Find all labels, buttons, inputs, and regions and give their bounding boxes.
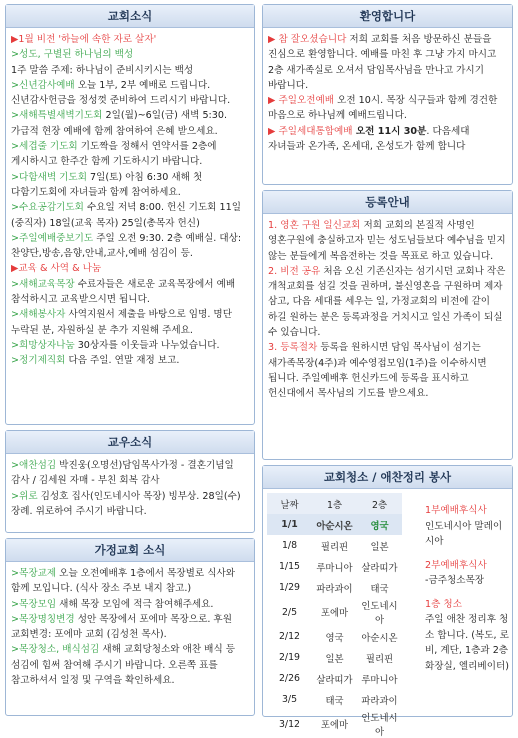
bullet-icon: >	[11, 644, 20, 656]
service-table-cell: 1/8	[281, 540, 298, 551]
church-news-item-label: 주일예배중보기도	[19, 232, 94, 244]
arrow-bullet-icon: >	[11, 171, 20, 183]
church-news-item-text: 오늘 1부, 2부 예배로 드립니다. 신년감사헌금을 정성껏 준비하여 드리시기 바랍니다.	[11, 79, 231, 107]
home-church-news-item-text: 성안 목장에서 포에마 목장으로. 후원 교회변경: 포에마 교회 (김성천 목사).	[11, 613, 232, 641]
church-news-panel	[5, 4, 255, 425]
arrow-bullet-icon: >	[11, 202, 20, 214]
church-news-item-label: 수요공감기도회	[19, 202, 84, 214]
church-news-item	[11, 231, 249, 262]
service-table-row	[267, 556, 402, 577]
home-church-news-item-label: 목장모임	[19, 598, 57, 610]
welcome-item-label: 참 잘오셨습니다	[278, 34, 347, 45]
arrow-bullet-icon: >	[11, 49, 20, 61]
home-church-news-title: 가정교회 소식	[6, 539, 254, 562]
welcome-panel	[262, 4, 513, 185]
registration-item	[268, 264, 507, 340]
arrow-bullet-icon: >	[11, 79, 20, 91]
service-table-header-cell: 1층	[312, 493, 357, 514]
service-table-row	[267, 689, 402, 710]
arrow-bullet-icon: >	[11, 309, 20, 321]
member-news-item-text: 김성호 집사(인도네시아 목장) 빙부상. 28일(수) 장례. 위로하여 주시기 바랍니다.	[11, 490, 241, 517]
church-news-item-text: 1주 말씀 주제: 하나님이 준비시키시는 백성	[11, 64, 194, 76]
service-table-cell: 태국	[370, 583, 389, 595]
home-church-news-item-label: 목장명칭변경	[19, 613, 75, 625]
home-church-news-item	[11, 612, 249, 643]
service-notes	[425, 503, 509, 682]
bullet-icon: >	[11, 460, 20, 471]
registration-title: 등록안내	[263, 191, 512, 214]
service-table-cell: 인도네시아	[361, 713, 398, 738]
service-note-label: 2부예배후식사	[425, 559, 487, 571]
service-table-row	[267, 577, 402, 598]
service-table-header-cell: 날짜	[267, 493, 312, 514]
church-news-item	[11, 47, 249, 62]
welcome-item-label: 주일오전예배	[278, 95, 335, 107]
home-church-news-item-text: 새해 목장 모임에 적극 참여해주세요.	[56, 598, 214, 610]
service-table-row	[267, 668, 402, 689]
registration-item-text: 등록을 원하시면 담임 목사님이 섬기는 새가족목장(4주)과 예수영접모임(1주)을 이수하시면 됩니다. 주일예배후 헌신카드에 등록을 표시하고 헌신대에서 목사님의 기도를 받으세요.	[268, 342, 487, 400]
service-note	[425, 558, 509, 589]
bullet-icon: >	[11, 568, 20, 579]
member-news-body	[6, 454, 254, 523]
home-church-news-item-label: 목장교제	[19, 568, 57, 579]
service-note-label: 1부예배후식사	[425, 505, 487, 516]
registration-item-text: 저희 교회의 본질적 사명인 영혼구원에 충실하고자 믿는 성도님들보다 예수님을 믿지 않는 분들에게 복음전하는 것을 목표로 하고 있습니다.	[268, 220, 506, 262]
bullet-icon: >	[11, 598, 20, 610]
church-news-item	[11, 338, 249, 353]
home-church-news-item	[11, 642, 249, 688]
home-church-news-item	[11, 566, 249, 597]
service-table-row	[267, 598, 402, 626]
member-news-title: 교우소식	[6, 431, 254, 454]
church-news-title: 교회소식	[6, 5, 254, 28]
right-column	[262, 4, 513, 738]
service-table-cell: 일본	[370, 541, 389, 553]
service-table-cell: 파라과이	[361, 695, 398, 707]
welcome-item-text: 저희 교회를 처음 방문하신 분들을 진심으로 환영합니다. 예배를 마친 후 그냥 가지 마시고 2층 새가족실로 오셔서 담임목사님을 만나고 가시기 바랍니다.	[268, 34, 497, 91]
service-table-cell: 태국	[325, 695, 344, 707]
service-note-text: 주일 애찬 정리후 청소 합니다. (복도, 로비, 계단, 1층과 2층 화장실, 엘리베이터)	[425, 614, 509, 672]
bullet-icon: ▶	[268, 34, 279, 45]
arrow-bullet-icon: >	[11, 339, 20, 351]
church-news-item	[11, 78, 249, 109]
church-news-item-text: 30상자를 이웃들과 나누었습니다.	[74, 339, 220, 351]
service-table-row	[267, 535, 402, 556]
welcome-body	[263, 28, 512, 158]
church-news-item	[11, 108, 249, 139]
service-table-cell: 일본	[325, 653, 344, 665]
church-news-item	[11, 261, 249, 276]
service-table-cell: 1/1	[267, 514, 312, 535]
member-news-item-label: 애찬섬김	[19, 460, 57, 471]
bullet-icon: ▶	[268, 95, 279, 107]
church-news-item-label: 성도, 구별된 하나님의 백성	[19, 49, 134, 61]
service-table-cell: 2/26	[278, 673, 301, 684]
service-table-row	[267, 647, 402, 668]
service-table-row	[267, 710, 402, 738]
member-news-item-text: 박진웅(오명선)담임목사가정 - 결혼기념일 감사 / 김세원 자매 - 부친 회복 감사	[11, 460, 234, 487]
church-news-item-text: 2일(월)~6일(금) 새벽 5:30. 가급적 현장 예배에 함께 참여하여 은혜 받으세요.	[11, 110, 228, 137]
member-news-panel	[5, 430, 255, 533]
home-church-news-item	[11, 597, 249, 612]
member-news-item	[11, 489, 249, 520]
home-church-news-item-label: 목장청소, 배식섬김	[19, 644, 100, 656]
church-news-body	[6, 28, 254, 373]
service-note-text: -금주청소목장	[425, 575, 485, 586]
church-news-item-text: 수요일 저녁 8:00. 헌신 기도회 11일(중직자) 18일(교육 목자) 25일(총목자 헌신)	[11, 202, 241, 229]
service-table-cell: 인도네시아	[361, 601, 398, 626]
service-table-cell: 영국	[357, 514, 402, 535]
service-table-cell: 3/12	[278, 718, 301, 730]
welcome-item	[268, 32, 507, 93]
church-news-item-label: 신년감사예배	[19, 79, 75, 91]
church-news-item-text: 수료자들은 새로운 교육목장에서 예배 참석하시고 교육받으시면 됩니다.	[11, 278, 236, 306]
church-news-item-text: 기도짝을 정해서 연약서를 2층에 게시하시고 한주간 함께 기도하시기 바랍니다.	[11, 141, 217, 168]
registration-item	[268, 340, 507, 401]
service-note-label: 1층 청소	[425, 598, 462, 610]
church-news-item-label: 새해봉사자	[19, 309, 66, 321]
service-table-cell: 루마니아	[316, 562, 353, 574]
service-table-cell: 필리핀	[365, 653, 394, 665]
service-title: 교회청소 / 애찬정리 봉사	[263, 466, 512, 489]
service-table-cell: 필리핀	[320, 541, 349, 553]
home-church-news-item-text: 오늘 오전예배후 1층에서 목장별로 식사와 함께 모입니다. (식사 장소 주보 내지 참고.)	[11, 568, 236, 595]
service-content	[263, 493, 512, 738]
bullet-icon: >	[11, 613, 20, 625]
service-table-cell: 파라과이	[316, 583, 353, 595]
registration-item-label: 1. 영혼 구원 일신교회	[268, 220, 361, 231]
service-table-cell: 아순시온	[312, 514, 357, 535]
service-table-cell: 3/5	[281, 694, 298, 705]
home-church-news-item-text: 새해 교회당청소와 애찬 배식 등 섬김에 힘써 참여해 주시기 바랍니다. 오른쪽 표를 참고하셔서 일정 및 구역을 확인하세요.	[11, 644, 236, 687]
church-news-item-label: 세겹줄 기도회	[19, 141, 78, 153]
service-table	[267, 493, 402, 738]
service-table-cell: 영국	[325, 632, 344, 644]
welcome-item	[268, 93, 507, 124]
triangle-bullet-icon: ▶	[11, 263, 19, 275]
service-table-cell: 2/5	[281, 606, 298, 618]
service-table-cell: 루마니아	[361, 674, 398, 686]
home-church-news-panel	[5, 538, 255, 716]
church-news-item	[11, 200, 249, 231]
church-news-item	[11, 170, 249, 201]
church-news-item	[11, 277, 249, 308]
triangle-bullet-icon: ▶	[11, 34, 19, 45]
church-news-item-label: 교육 & 사역 & 나눔	[18, 263, 102, 275]
service-table-cell: 1/15	[278, 561, 301, 572]
arrow-bullet-icon: >	[11, 278, 20, 290]
church-news-item-text: 7일(토) 아침 6:30 새해 첫 다함기도회에 자녀들과 함께 참여하세요.	[11, 171, 203, 198]
church-news-item-label: 새해특별새벽기도회	[19, 110, 103, 122]
arrow-bullet-icon: >	[11, 141, 20, 153]
arrow-bullet-icon: >	[11, 110, 20, 122]
service-table-cell: 2/12	[278, 631, 301, 642]
registration-item	[268, 218, 507, 264]
church-news-item-text: 다음 주일. 연말 재정 보고.	[65, 355, 180, 367]
service-table-row	[267, 626, 402, 647]
registration-item-label: 3. 등록절차	[268, 342, 318, 354]
arrow-bullet-icon: >	[11, 355, 20, 367]
member-news-item-label: 위로	[19, 490, 38, 502]
church-news-item-label: 새해교육목장	[19, 278, 75, 290]
home-church-news-body	[6, 562, 254, 692]
bullet-icon: ▶	[268, 125, 279, 137]
church-news-item-text: 주일 오전 9:30. 2층 예배실. 대상: 찬양단,방송,음향,안내,교사,예배 섬김이 등.	[11, 232, 242, 260]
service-table-cell: 1/29	[278, 582, 301, 593]
church-news-item	[11, 139, 249, 170]
welcome-item	[268, 124, 507, 155]
registration-item-label: 2. 비전 공유	[268, 265, 321, 277]
service-table-cell: 포에마	[320, 608, 349, 619]
service-table-row	[267, 514, 402, 535]
service-note-text: 인도네시아 말레이시아	[425, 520, 503, 547]
service-note	[425, 597, 509, 675]
service-panel	[262, 465, 513, 738]
welcome-item-label: 주일세대통합예배	[278, 125, 353, 137]
registration-body	[263, 214, 512, 406]
welcome-item-emphasis: 오전 11시 30분	[352, 125, 427, 137]
service-table-header-cell: 2층	[357, 493, 402, 514]
service-table-cell: 포에마	[320, 720, 349, 731]
church-news-item-label: 희망상자나눔	[19, 339, 75, 351]
welcome-item-text: . 다음세대 자녀들과 온가족, 온세대, 온성도가 함께 합니다	[268, 125, 470, 153]
service-table-header	[267, 493, 402, 514]
church-news-item-label: 1월 비전 '하늘에 속한 자로 살자'	[18, 34, 157, 45]
service-table-cell: 2/19	[278, 652, 301, 663]
member-news-item	[11, 458, 249, 489]
church-news-item	[11, 63, 249, 78]
bullet-icon: >	[11, 490, 20, 502]
welcome-title: 환영합니다	[263, 5, 512, 28]
church-news-item-label: 정기제직회	[19, 355, 66, 367]
service-note	[425, 503, 509, 550]
service-table-cell: 살라띠가	[361, 562, 398, 574]
service-table-cell: 살라띠가	[316, 674, 353, 686]
registration-panel	[262, 190, 513, 460]
left-column	[5, 4, 255, 721]
church-news-item	[11, 307, 249, 338]
church-news-item-text: 사역지원서 제출을 바탕으로 임명. 명단 누락된 분, 자원하실 분 추가 지원해 주세요.	[11, 309, 232, 336]
church-news-item	[11, 32, 249, 47]
registration-item-text: 처음 오신 기존신자는 섬기시던 교회나 작은 개척교회를 섬길 것을 권하며, 불신영혼을 구원하며 제자 삼고, 다음 세대를 세우는 일, 가정교회의 비전에 같이 하길 원하는 분은 등록과정을 거치시고 일신 가족이 되실 수 있습니다.	[268, 265, 506, 339]
arrow-bullet-icon: >	[11, 232, 20, 244]
church-news-item	[11, 353, 249, 368]
welcome-item-text: 오전 10시. 목장 식구들과 함께 경건한 마음으로 하나님께 예배드립니다.	[268, 95, 498, 122]
church-news-item-label: 다함새벽 기도회	[19, 171, 87, 183]
service-table-cell: 아순시온	[361, 632, 398, 644]
